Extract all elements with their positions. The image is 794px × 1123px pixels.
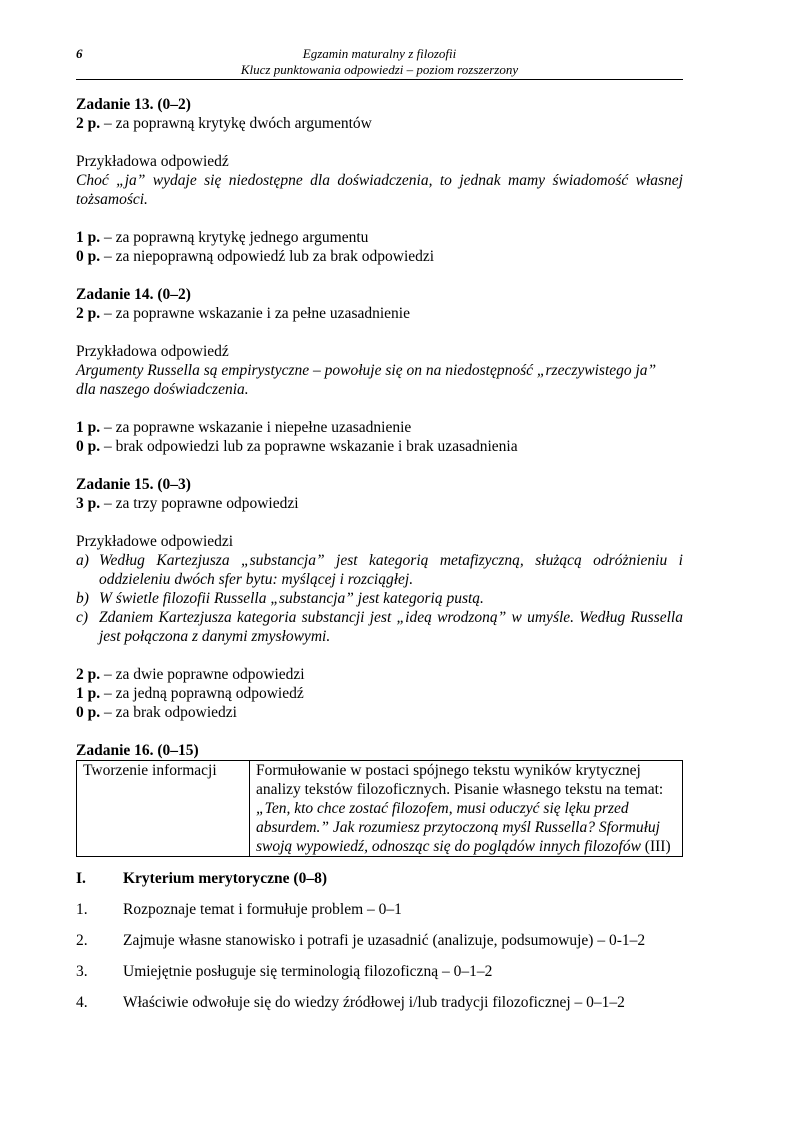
- task-14-example-line-1: Argumenty Russella są empirystyczne – powołuje się on na niedostępność „rzeczywistego ja”: [76, 362, 657, 379]
- item-text: W świetle filozofii Russella „substancja” jest kategorią pustą.: [99, 590, 484, 607]
- criterion-text: Rozpoznaje temat i formułuje problem – 0–1: [123, 901, 402, 918]
- item-marker: b): [76, 590, 89, 607]
- score-label: 0 p.: [76, 248, 101, 265]
- criterion-text: Zajmuje własne stanowisko i potrafi je uzasadnić (analizuje, podsumowuje) – 0-1–2: [123, 932, 646, 949]
- task-13-score-2: [76, 114, 683, 133]
- score-text: – za jedną poprawną odpowiedź: [100, 685, 304, 702]
- task-13-example-label: Przykładowa odpowiedź: [76, 153, 229, 170]
- criterion-number: 3.: [76, 963, 88, 980]
- table-cell-requirement: Tworzenie informacji: [77, 761, 250, 857]
- task-14-title: Zadanie 14. (0–2): [76, 286, 191, 303]
- task-15-example-label: Przykładowe odpowiedzi: [76, 533, 234, 550]
- score-label: 3 p.: [76, 495, 101, 512]
- description-plain: Formułowanie w postaci spójnego tekstu wyników krytycznej analizy tekstów filozoficznych. Pisanie własnego tekstu na temat:: [256, 762, 664, 798]
- task-14-score-1: [76, 418, 683, 437]
- score-text: – za poprawne wskazanie i niepełne uzasadnienie: [100, 419, 412, 436]
- criterion-text: Właściwie odwołuje się do wiedzy źródłowej i/lub tradycji filozoficznej – 0–1–2: [123, 994, 625, 1011]
- task-16-title: Zadanie 16. (0–15): [76, 742, 199, 759]
- criterion-item: [76, 993, 683, 1012]
- score-label: 2 p.: [76, 305, 101, 322]
- score-text: – za trzy poprawne odpowiedzi: [100, 495, 299, 512]
- score-label: 1 p.: [76, 685, 101, 702]
- item-text: Zdaniem Kartezjusza kategoria substancji jest „ideą wrodzoną” w umyśle. Według Russella jest połączona z danymi zmysłowymi.: [99, 609, 683, 645]
- task-13-title: Zadanie 13. (0–2): [76, 96, 191, 113]
- header-rule: [76, 79, 683, 80]
- criterion-number: 2.: [76, 932, 88, 949]
- task-13-score-0: [76, 247, 683, 266]
- header-titles: [76, 46, 683, 78]
- criterion-item: [76, 931, 683, 950]
- page-number: 6: [76, 46, 83, 61]
- page-content: [76, 95, 683, 1012]
- task-15-score-3: [76, 494, 683, 513]
- key-title: Klucz punktowania odpowiedzi – poziom rozszerzony: [240, 62, 519, 77]
- exam-title: Egzamin maturalny z filozofii: [302, 46, 457, 61]
- criterion-number: 4.: [76, 994, 88, 1011]
- table-row: [77, 761, 683, 857]
- page-header: [76, 46, 683, 80]
- score-label: 0 p.: [76, 438, 101, 455]
- answer-item-b: [76, 589, 683, 608]
- criterion-item: [76, 900, 683, 919]
- score-text: – za niepoprawną odpowiedź lub za brak odpowiedzi: [100, 248, 435, 265]
- item-marker: a): [76, 552, 89, 569]
- description-level: (III): [640, 838, 671, 855]
- score-label: 2 p.: [76, 666, 101, 683]
- task-15-score-0: [76, 703, 683, 722]
- task-15-score-2: [76, 665, 683, 684]
- score-text: – brak odpowiedzi lub za poprawne wskazanie i brak uzasadnienia: [100, 438, 518, 455]
- score-text: – za poprawne wskazanie i za pełne uzasadnienie: [100, 305, 410, 322]
- score-text: – za poprawną krytykę jednego argumentu: [100, 229, 369, 246]
- answer-item-a: [76, 551, 683, 589]
- section-numeral: I.: [76, 870, 86, 887]
- item-marker: c): [76, 609, 89, 626]
- score-text: – za poprawną krytykę dwóch argumentów: [100, 115, 372, 132]
- criterion-number: 1.: [76, 901, 88, 918]
- task-14-example-line-2: dla naszego doświadczenia.: [76, 381, 249, 398]
- table-cell-description: [250, 761, 683, 857]
- task-16-table: [76, 760, 683, 857]
- task-13-example-text: Choć „ja” wydaje się niedostępne dla doświadczenia, to jednak mamy świadomość własnej tożsamości.: [76, 172, 683, 208]
- task-14-score-2: [76, 304, 683, 323]
- score-label: 1 p.: [76, 229, 101, 246]
- description-topic: „Ten, kto chce zostać filozofem, musi oduczyć się lęku przed absurdem.” Jak rozumiesz przytoczoną myśl Russella? Sformułuj swoją wypowiedź, odnosząc się do poglądów innych filozofów: [256, 800, 660, 855]
- item-text: Według Kartezjusza „substancja” jest kategorią metafizyczną, służącą odróżnieniu i oddzieleniu dwóch sfer bytu: myślącej i rozciągłej.: [99, 552, 683, 588]
- task-13-score-1: [76, 228, 683, 247]
- answer-item-c: [76, 608, 683, 646]
- task-14-example-label: Przykładowa odpowiedź: [76, 343, 229, 360]
- task-15-score-1: [76, 684, 683, 703]
- criterion-section-heading: [76, 869, 683, 888]
- criterion-text: Umiejętnie posługuje się terminologią filozoficzną – 0–1–2: [123, 963, 493, 980]
- score-text: – za brak odpowiedzi: [100, 704, 237, 721]
- score-text: – za dwie poprawne odpowiedzi: [100, 666, 305, 683]
- task-14-score-0: [76, 437, 683, 456]
- score-label: 2 p.: [76, 115, 101, 132]
- section-title: Kryterium merytoryczne (0–8): [123, 870, 327, 887]
- score-label: 0 p.: [76, 704, 101, 721]
- task-15-title: Zadanie 15. (0–3): [76, 476, 191, 493]
- score-label: 1 p.: [76, 419, 101, 436]
- criterion-item: [76, 962, 683, 981]
